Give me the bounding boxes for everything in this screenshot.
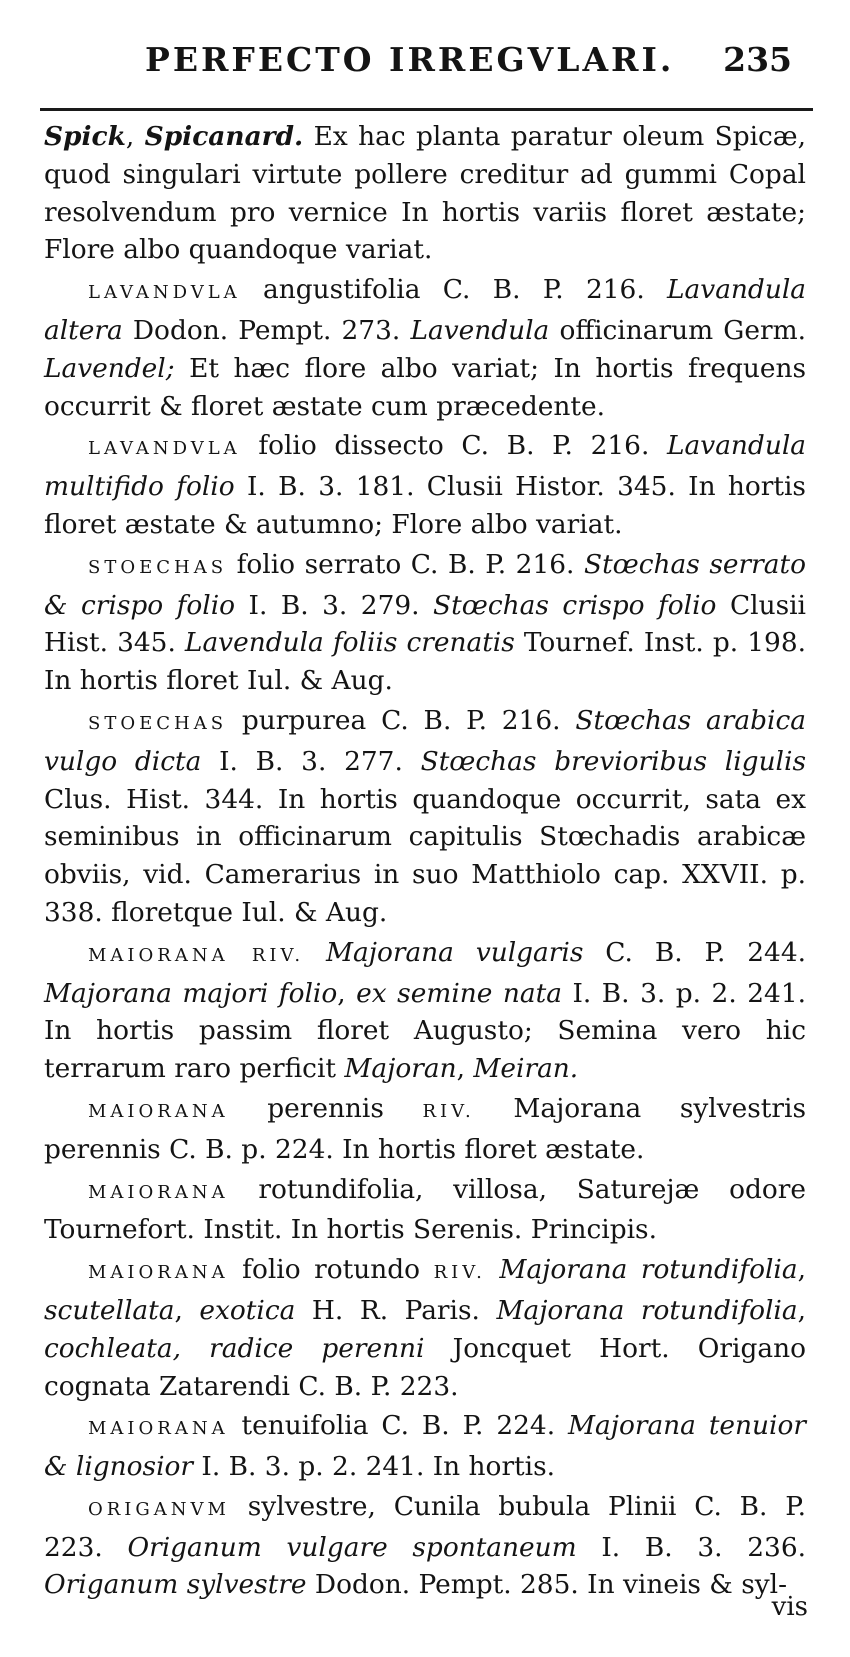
entry-name: MAIORANA [88, 1418, 229, 1440]
italic-text: Spick [44, 121, 126, 152]
text-run: Dodon. Pempt. 273. [122, 314, 411, 346]
text-run: purpurea C. B. P. 216. [227, 704, 576, 736]
text-run: , [797, 1294, 806, 1326]
paragraph [44, 934, 806, 1088]
text-run: H. R. Paris. [295, 1294, 497, 1326]
italic-text: ex semine nata [356, 977, 562, 1009]
text-run: Clus. Hist. 344. In hortis quandoque occurrit, sata ex seminibus in officinarum capitulis Stœchadis arabicæ obviis, vid. Camerarius in suo Matthiolo cap. XXVII. p. 338. floretque Iul. & Aug. [44, 783, 806, 928]
paragraph [44, 1407, 806, 1486]
entry-name: RIV. [433, 1262, 486, 1284]
entry-name: MAIORANA [88, 1181, 229, 1203]
text-run: folio serrato C. B. P. 216. [227, 548, 584, 580]
text-run: tenuifolia C. B. P. 224. [228, 1410, 568, 1442]
entry-name: LAVANDVLA [88, 438, 241, 460]
paragraph [44, 702, 806, 932]
running-title: PERFECTO IRREGVLARI. [145, 40, 675, 79]
entry-name: STOECHAS [88, 712, 228, 734]
italic-text: Stœchas arabica vulgo dicta [44, 704, 806, 777]
text-run: C. B. P. 244. [583, 936, 806, 968]
entry-name: MAIORANA [88, 1262, 229, 1284]
text-run: angustifolia C. B. P. 216. [240, 274, 668, 306]
text-run: , [797, 1254, 806, 1286]
italic-text: Meiran. [473, 1053, 579, 1085]
text-run: Dodon. Pempt. 285. In vineis & syl- [306, 1569, 788, 1601]
italic-text: Majoran [344, 1053, 457, 1085]
text-run: Majorana sylvestris perennis C. B. p. 224. In hortis floret æstate. [44, 1092, 806, 1165]
text-run: Clusii Hist. 345. [44, 589, 806, 659]
italic-text: Lavandula altera [44, 274, 806, 346]
text-run: folio rotundo [228, 1254, 434, 1286]
text-run: folio dissecto C. B. P. 216. [240, 430, 668, 462]
header-rule [40, 108, 813, 111]
italic-text: Stœchas crispo folio [433, 589, 717, 621]
entry-name: RIV. [422, 1100, 475, 1122]
paragraph [44, 1488, 806, 1604]
paragraph [44, 1251, 806, 1405]
text-run: officinarum Germ. [549, 314, 806, 346]
text-run [486, 1254, 500, 1285]
entry-name: STOECHAS [88, 556, 228, 578]
italic-text: Lavendula foliis crenatis [184, 627, 515, 659]
italic-text: Majorana rotundifolia [499, 1254, 798, 1286]
text-run: Et hæc flore albo variat; In hortis frequens occurrit & floret æstate cum præcedente. [44, 352, 806, 422]
text-run: I. B. 3. 277. [201, 745, 421, 777]
paragraph [44, 546, 806, 700]
text-run: I. B. 3. 181. Clusii Histor. 345. In hortis floret æstate & autumno; Flore albo variat. [44, 471, 806, 540]
catchword: vis [771, 1592, 808, 1622]
text-run: , [337, 977, 357, 1009]
text-run: I. B. 3. p. 2. 241. In hortis. [193, 1451, 556, 1483]
italic-text: Majorana majori folio [44, 977, 338, 1009]
text-run: , [456, 1053, 474, 1085]
italic-text: exotica [199, 1294, 296, 1326]
italic-text: Majorana rotundifolia [496, 1294, 798, 1326]
italic-text: Stœchas serrato & crispo folio [44, 548, 806, 621]
text-run: , [125, 121, 145, 152]
italic-text: Spicanard. [144, 121, 304, 152]
text-run: Joncquet Hort. Origano cognata Zatarendi C. B. P. 223. [44, 1332, 806, 1402]
italic-text: Lavandula multifido folio [44, 430, 806, 503]
body-text [44, 118, 806, 1606]
text-run [304, 937, 326, 968]
italic-text: Majorana vulgaris [326, 936, 584, 968]
italic-text: Lavendula [410, 314, 550, 346]
text-run: sylvestre, Cunila bubula Plinii C. B. P. 223. [44, 1490, 806, 1563]
page-number: 235 [723, 40, 792, 79]
text-run: Tournef. Inst. p. 198. In hortis floret Iul. & Aug. [44, 627, 807, 697]
text-run: Ex hac planta paratur oleum Spicæ, quod singulari virtute pollere creditur ad gummi Copal resolvendum pro vernice In hortis variis floret æstate; Flore albo quandoque variat. [44, 121, 807, 266]
italic-text: Stœchas brevioribus ligulis [420, 745, 806, 777]
text-run: rotundifolia, villosa, Saturejæ odore Tournefort. Instit. In hortis Serenis. Principis. [44, 1173, 806, 1246]
paragraph [44, 271, 806, 425]
running-header [0, 40, 850, 90]
italic-text: scutellata [44, 1294, 175, 1326]
italic-text: Majorana tenuior & lignosior [44, 1410, 806, 1483]
text-run: , [174, 1294, 200, 1326]
text-run: I. B. 3. p. 2. 241. In hortis passim floret Augusto; Semina vero hic terrarum raro perficit [44, 977, 806, 1085]
italic-text: Origanum vulgare spontaneum [127, 1531, 577, 1563]
entry-name: MAIORANA RIV. [88, 944, 305, 966]
paragraph [44, 1090, 806, 1169]
text-run: I. B. 3. 236. [576, 1531, 806, 1563]
entry-name: MAIORANA [88, 1100, 229, 1122]
paragraph [44, 1171, 806, 1250]
paragraph [44, 427, 806, 543]
italic-text: cochleata, radice perenni [44, 1332, 425, 1364]
italic-text: Lavendel; [44, 352, 175, 384]
text-run: perennis [228, 1092, 423, 1124]
paragraph [44, 118, 806, 269]
entry-name: ORIGANVM [88, 1498, 230, 1520]
entry-name: LAVANDVLA [88, 282, 241, 304]
italic-text: Origanum sylvestre [44, 1569, 307, 1601]
text-run: I. B. 3. 279. [235, 589, 434, 621]
